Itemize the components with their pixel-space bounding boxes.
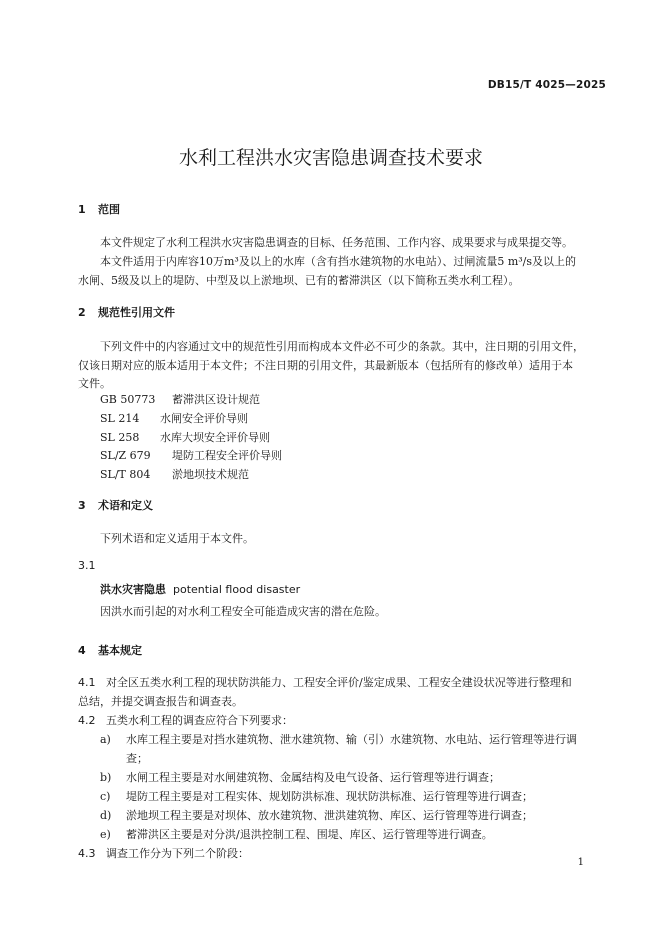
term-definition: 因洪水而引起的对水利工程安全可能造成灾害的潜在危险。 [100, 605, 386, 618]
section-title: 基本规定 [98, 644, 142, 657]
section-3-intro: 下列术语和定义适用于本文件。 [100, 532, 254, 545]
reference-item [100, 429, 270, 445]
section-title: 术语和定义 [98, 499, 153, 512]
section-3-heading [78, 497, 153, 513]
list-marker: d) [100, 809, 112, 822]
reference-name: 水库大坝安全评价导则 [160, 431, 270, 444]
list-marker: b) [100, 771, 112, 784]
reference-code: GB 50773 [100, 393, 156, 406]
term-number: 3.1 [78, 559, 96, 572]
clause-number: 4.1 [78, 676, 96, 689]
term-english: potential flood disaster [173, 583, 301, 596]
reference-name: 淤地坝技术规范 [172, 468, 249, 481]
list-item [100, 825, 600, 844]
section-2-paragraph-line-2: 仅该日期对应的版本适用于本文件；不注日期的引用文件，其最新版本（包括所有的修改单）适用于本 [78, 359, 573, 372]
clause-text: 调查工作分为下列二个阶段： [106, 847, 249, 860]
term-chinese: 洪水灾害隐患 [100, 583, 166, 596]
reference-code: SL/Z 679 [100, 449, 151, 462]
section-2-paragraph-line-1: 下列文件中的内容通过文中的规范性引用而构成本文件必不可少的条款。其中，注日期的引用文件， [100, 340, 584, 353]
reference-item [100, 466, 249, 482]
clause-4-1-line-1 [78, 673, 572, 692]
clause-text: 五类水利工程的调查应符合下列要求： [106, 714, 293, 727]
clause-number: 4.2 [78, 714, 96, 727]
document-title: 水利工程洪水灾害隐患调查技术要求 [178, 147, 483, 169]
clause-number: 4.3 [78, 847, 96, 860]
reference-name: 水闸安全评价导则 [160, 412, 248, 425]
list-marker: e) [100, 828, 111, 841]
section-1-heading [78, 201, 120, 217]
list-text-line-2: 查； [126, 752, 148, 765]
reference-code: SL/T 804 [100, 468, 151, 481]
section-1-paragraph-2-line-2: 水闸、5级及以上的堤防、中型及以上淤地坝、已有的蓄滞洪区（以下简称五类水利工程）。 [78, 274, 520, 287]
clause-text: 对全区五类水利工程的现状防洪能力、工程安全评价/鉴定成果、工程安全建设状况等进行整理和 [106, 676, 572, 689]
list-item [100, 787, 600, 806]
clause-4-2 [78, 711, 293, 730]
list-text-line-1: 蓄滞洪区主要是对分洪/退洪控制工程、围堤、库区、运行管理等进行调查。 [126, 828, 493, 841]
section-number: 4 [78, 644, 86, 657]
list-text-line-1: 水库工程主要是对挡水建筑物、泄水建筑物、输（引）水建筑物、水电站、运行管理等进行调 [126, 733, 577, 746]
section-number: 2 [78, 306, 86, 319]
reference-item [100, 447, 282, 463]
reference-item [100, 391, 260, 407]
section-number: 3 [78, 499, 86, 512]
list-text-line-1: 水闸工程主要是对水闸建筑物、金属结构及电气设备、运行管理等进行调查； [126, 771, 500, 784]
list-text-line-1: 淤地坝工程主要是对坝体、放水建筑物、泄洪建筑物、库区、运行管理等进行调查； [126, 809, 533, 822]
reference-code: SL 214 [100, 412, 140, 425]
reference-item [100, 410, 248, 426]
list-item [100, 768, 600, 787]
page-number: 1 [577, 857, 584, 868]
list-text-line-1: 堤防工程主要是对工程实体、规划防洪标准、现状防洪标准、运行管理等进行调查； [126, 790, 533, 803]
term-title [100, 580, 300, 599]
reference-name: 堤防工程安全评价导则 [172, 449, 282, 462]
reference-code: SL 258 [100, 431, 140, 444]
section-number: 1 [78, 203, 86, 216]
list-marker: a) [100, 733, 111, 746]
section-1-paragraph-1: 本文件规定了水利工程洪水灾害隐患调查的目标、任务范围、工作内容、成果要求与成果提交等。 [100, 236, 573, 249]
list-item [100, 806, 600, 825]
section-2-heading [78, 304, 175, 320]
list-marker: c) [100, 790, 111, 803]
document-number: DB15/T 4025—2025 [487, 79, 606, 91]
section-1-paragraph-2-line-1: 本文件适用于内库容10万m³及以上的水库（含有挡水建筑物的水电站）、过闸流量5 m³/s及以上的 [100, 255, 577, 268]
section-title: 规范性引用文件 [98, 306, 175, 319]
clause-4-1-line-2: 总结，并提交调查报告和调查表。 [78, 695, 243, 708]
section-4-heading [78, 642, 142, 658]
reference-name: 蓄滞洪区设计规范 [172, 393, 260, 406]
clause-4-3 [78, 844, 249, 863]
section-title: 范围 [98, 203, 120, 216]
list-item [100, 730, 600, 768]
section-2-paragraph-line-3: 文件。 [78, 377, 111, 390]
